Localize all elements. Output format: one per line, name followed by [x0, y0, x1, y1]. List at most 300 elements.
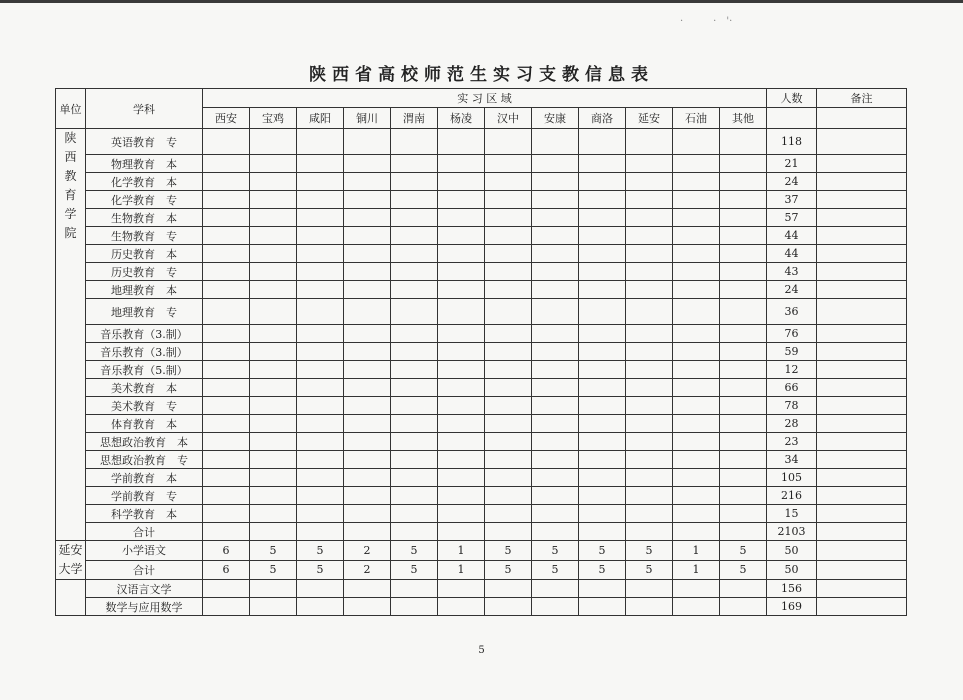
- count-cell: [767, 108, 817, 129]
- region-cell: 5: [391, 541, 438, 561]
- region-cell: [673, 209, 720, 227]
- region-cell: 5: [626, 541, 673, 561]
- region-cell: [203, 523, 250, 541]
- region-cell: [579, 523, 626, 541]
- region-cell: [344, 299, 391, 325]
- region-cell: [485, 415, 532, 433]
- region-cell: [438, 227, 485, 245]
- count-cell: 118: [767, 129, 817, 155]
- table-row: [56, 129, 907, 155]
- region-cell: [626, 433, 673, 451]
- region-cell: [438, 361, 485, 379]
- region-cell: [626, 209, 673, 227]
- subject-cell: 学前教育 专: [86, 487, 203, 505]
- region-cell: [250, 469, 297, 487]
- region-cell: [579, 227, 626, 245]
- region-cell: [203, 487, 250, 505]
- subject-cell: 音乐教育（3.制）: [86, 325, 203, 343]
- region-cell: [344, 281, 391, 299]
- region-cell: [673, 415, 720, 433]
- region-cell: [250, 325, 297, 343]
- region-cell: [391, 155, 438, 173]
- region-cell: [485, 487, 532, 505]
- region-cell: [485, 129, 532, 155]
- region-cell: [720, 487, 767, 505]
- region-cell: [532, 129, 579, 155]
- region-cell: [720, 299, 767, 325]
- subject-cell: 音乐教育（3.制）: [86, 343, 203, 361]
- region-cell: [720, 129, 767, 155]
- region-cell: [673, 379, 720, 397]
- region-cell: [438, 281, 485, 299]
- region-cell: [579, 379, 626, 397]
- region-cell: [673, 173, 720, 191]
- region-cell: [485, 433, 532, 451]
- region-cell: [203, 451, 250, 469]
- region-cell: [673, 397, 720, 415]
- table-row: [56, 523, 907, 541]
- region-cell: 1: [673, 560, 720, 580]
- region-header: 其他: [720, 108, 767, 129]
- region-cell: [250, 245, 297, 263]
- region-cell: [203, 129, 250, 155]
- region-cell: [250, 379, 297, 397]
- region-cell: [532, 487, 579, 505]
- region-cell: [485, 227, 532, 245]
- table-row: [56, 505, 907, 523]
- region-cell: [438, 299, 485, 325]
- region-cell: [438, 155, 485, 173]
- region-cell: [579, 299, 626, 325]
- region-cell: [720, 245, 767, 263]
- region-cell: [344, 325, 391, 343]
- region-cell: [344, 155, 391, 173]
- region-cell: [673, 263, 720, 281]
- region-cell: [250, 129, 297, 155]
- count-cell: 12: [767, 361, 817, 379]
- region-cell: [250, 487, 297, 505]
- region-header: 渭南: [391, 108, 438, 129]
- table-row: [56, 397, 907, 415]
- subject-cell: 英语教育 专: [86, 129, 203, 155]
- region-cell: [532, 281, 579, 299]
- region-cell: [297, 397, 344, 415]
- region-cell: [579, 598, 626, 616]
- remark-cell: [817, 361, 907, 379]
- region-cell: [532, 505, 579, 523]
- region-cell: [532, 191, 579, 209]
- region-cell: [391, 227, 438, 245]
- region-cell: [485, 343, 532, 361]
- count-cell: 37: [767, 191, 817, 209]
- region-cell: [391, 281, 438, 299]
- subject-cell: 美术教育 专: [86, 397, 203, 415]
- region-cell: 1: [438, 560, 485, 580]
- region-cell: [579, 397, 626, 415]
- region-cell: [203, 209, 250, 227]
- region-cell: [297, 227, 344, 245]
- region-cell: [579, 580, 626, 598]
- region-cell: [250, 433, 297, 451]
- scan-top-border: [0, 0, 963, 3]
- unit-char: 西: [64, 150, 77, 164]
- region-cell: [485, 505, 532, 523]
- subject-cell: 小学语文: [86, 541, 203, 561]
- region-cell: 5: [391, 560, 438, 580]
- region-cell: [720, 173, 767, 191]
- region-cell: [297, 523, 344, 541]
- unit-cell: [56, 541, 86, 580]
- subject-cell: 合计: [86, 523, 203, 541]
- region-cell: [391, 487, 438, 505]
- region-cell: [250, 523, 297, 541]
- unit-char: 育: [64, 188, 77, 202]
- table-row: [56, 325, 907, 343]
- remark-cell: [817, 541, 907, 561]
- region-cell: 2: [344, 560, 391, 580]
- region-cell: [344, 487, 391, 505]
- region-cell: [250, 343, 297, 361]
- remark-cell: [817, 505, 907, 523]
- region-cell: [626, 299, 673, 325]
- region-cell: [532, 245, 579, 263]
- region-cell: [438, 505, 485, 523]
- remark-header: 备注: [817, 89, 907, 108]
- region-cell: [673, 245, 720, 263]
- subject-cell: 美术教育 本: [86, 379, 203, 397]
- region-cell: [485, 397, 532, 415]
- region-cell: [297, 191, 344, 209]
- region-cell: [673, 433, 720, 451]
- table-row: [56, 487, 907, 505]
- region-cell: [297, 325, 344, 343]
- region-cell: [720, 415, 767, 433]
- region-cell: [673, 523, 720, 541]
- region-cell: [391, 173, 438, 191]
- region-cell: [720, 580, 767, 598]
- count-cell: 66: [767, 379, 817, 397]
- region-cell: [532, 598, 579, 616]
- region-cell: [438, 598, 485, 616]
- region-cell: [532, 415, 579, 433]
- region-header: 西安: [203, 108, 250, 129]
- region-cell: [532, 227, 579, 245]
- region-cell: 2: [344, 541, 391, 561]
- table-row: [56, 415, 907, 433]
- region-cell: [344, 263, 391, 281]
- region-cell: [344, 227, 391, 245]
- region-cell: [391, 343, 438, 361]
- count-cell: 36: [767, 299, 817, 325]
- remark-cell: [817, 108, 907, 129]
- region-cell: [250, 397, 297, 415]
- remark-cell: [817, 299, 907, 325]
- region-cell: [250, 415, 297, 433]
- remark-cell: [817, 227, 907, 245]
- region-cell: 5: [250, 541, 297, 561]
- region-cell: [297, 129, 344, 155]
- table-row: [56, 173, 907, 191]
- region-cell: [391, 580, 438, 598]
- region-cell: [626, 397, 673, 415]
- table-row: [56, 191, 907, 209]
- region-cell: [673, 129, 720, 155]
- region-cell: [532, 433, 579, 451]
- region-cell: [532, 343, 579, 361]
- region-cell: [438, 263, 485, 281]
- region-cell: [344, 209, 391, 227]
- region-cell: [720, 343, 767, 361]
- subject-cell: 化学教育 本: [86, 173, 203, 191]
- region-cell: [344, 598, 391, 616]
- unit-cell: [56, 129, 86, 541]
- region-header: 延安: [626, 108, 673, 129]
- region-cell: 6: [203, 560, 250, 580]
- region-cell: [203, 469, 250, 487]
- region-cell: [579, 451, 626, 469]
- region-cell: [203, 281, 250, 299]
- region-cell: [391, 397, 438, 415]
- remark-cell: [817, 487, 907, 505]
- region-cell: [720, 263, 767, 281]
- region-cell: [673, 487, 720, 505]
- region-cell: [438, 173, 485, 191]
- subject-cell: 历史教育 本: [86, 245, 203, 263]
- table-row: [56, 541, 907, 561]
- region-cell: [720, 469, 767, 487]
- scan-artifact-mark: · · '·: [680, 16, 733, 27]
- unit-char: 陕: [64, 131, 77, 145]
- region-cell: [297, 487, 344, 505]
- region-cell: 5: [297, 560, 344, 580]
- region-cell: [673, 299, 720, 325]
- region-cell: 6: [203, 541, 250, 561]
- region-cell: [485, 173, 532, 191]
- region-cell: [485, 245, 532, 263]
- remark-cell: [817, 560, 907, 580]
- region-cell: [532, 173, 579, 191]
- region-cell: [391, 505, 438, 523]
- region-cell: [579, 415, 626, 433]
- region-cell: [626, 129, 673, 155]
- region-cell: 5: [297, 541, 344, 561]
- region-cell: [626, 361, 673, 379]
- region-cell: [203, 263, 250, 281]
- table-row: [56, 451, 907, 469]
- region-cell: [438, 397, 485, 415]
- region-cell: [344, 191, 391, 209]
- region-cell: [297, 173, 344, 191]
- subject-cell: 数学与应用数学: [86, 598, 203, 616]
- table-row: [56, 209, 907, 227]
- count-cell: 21: [767, 155, 817, 173]
- region-cell: [438, 245, 485, 263]
- region-cell: [626, 173, 673, 191]
- subject-cell: 化学教育 专: [86, 191, 203, 209]
- region-cell: [203, 343, 250, 361]
- subject-cell: 音乐教育（5.制）: [86, 361, 203, 379]
- region-cell: [532, 155, 579, 173]
- region-header: 石油: [673, 108, 720, 129]
- region-cell: [438, 325, 485, 343]
- region-cell: [203, 397, 250, 415]
- remark-cell: [817, 451, 907, 469]
- region-cell: [438, 191, 485, 209]
- table-row: [56, 299, 907, 325]
- page-number: 5: [478, 645, 485, 656]
- region-group-header: 实 习 区 域: [203, 89, 767, 108]
- unit-line: 延安: [58, 543, 83, 557]
- region-cell: [297, 469, 344, 487]
- count-cell: 169: [767, 598, 817, 616]
- count-cell: 43: [767, 263, 817, 281]
- count-cell: 156: [767, 580, 817, 598]
- region-cell: [485, 299, 532, 325]
- region-cell: [579, 191, 626, 209]
- table-row: [56, 281, 907, 299]
- subject-cell: 体育教育 本: [86, 415, 203, 433]
- region-cell: [720, 325, 767, 343]
- region-cell: [438, 451, 485, 469]
- region-cell: [720, 281, 767, 299]
- region-header: 汉中: [485, 108, 532, 129]
- subject-cell: 汉语言文学: [86, 580, 203, 598]
- region-cell: [203, 379, 250, 397]
- region-cell: [673, 580, 720, 598]
- region-cell: [485, 281, 532, 299]
- region-cell: [250, 209, 297, 227]
- count-cell: 24: [767, 281, 817, 299]
- region-cell: [344, 415, 391, 433]
- region-cell: [485, 325, 532, 343]
- region-cell: [626, 523, 673, 541]
- subject-cell: 地理教育 专: [86, 299, 203, 325]
- count-cell: 34: [767, 451, 817, 469]
- region-cell: [579, 129, 626, 155]
- region-cell: [297, 263, 344, 281]
- remark-cell: [817, 433, 907, 451]
- subject-cell: 思想政治教育 专: [86, 451, 203, 469]
- region-cell: [485, 379, 532, 397]
- remark-cell: [817, 469, 907, 487]
- region-cell: [626, 505, 673, 523]
- table-row: [56, 379, 907, 397]
- region-cell: [579, 505, 626, 523]
- region-cell: [203, 299, 250, 325]
- region-cell: [250, 361, 297, 379]
- region-cell: [391, 191, 438, 209]
- region-cell: [250, 505, 297, 523]
- region-cell: [391, 325, 438, 343]
- count-cell: 50: [767, 541, 817, 561]
- region-cell: [391, 129, 438, 155]
- region-cell: [673, 343, 720, 361]
- region-cell: [391, 299, 438, 325]
- region-cell: [579, 469, 626, 487]
- region-header: 咸阳: [297, 108, 344, 129]
- subject-cell: 科学教育 本: [86, 505, 203, 523]
- table-row: [56, 227, 907, 245]
- region-cell: [250, 580, 297, 598]
- region-cell: [626, 191, 673, 209]
- region-cell: [344, 173, 391, 191]
- table-row: [56, 598, 907, 616]
- remark-cell: [817, 325, 907, 343]
- region-cell: [297, 299, 344, 325]
- region-cell: [720, 433, 767, 451]
- region-cell: 1: [673, 541, 720, 561]
- region-cell: [297, 361, 344, 379]
- region-cell: [344, 343, 391, 361]
- remark-cell: [817, 343, 907, 361]
- region-cell: [297, 209, 344, 227]
- subject-cell: 思想政治教育 本: [86, 433, 203, 451]
- region-cell: [673, 191, 720, 209]
- region-cell: [720, 191, 767, 209]
- region-cell: [532, 263, 579, 281]
- region-cell: [532, 299, 579, 325]
- remark-cell: [817, 281, 907, 299]
- count-cell: 2103: [767, 523, 817, 541]
- region-cell: [532, 361, 579, 379]
- region-cell: [485, 263, 532, 281]
- subject-cell: 合计: [86, 560, 203, 580]
- count-cell: 105: [767, 469, 817, 487]
- region-cell: [203, 598, 250, 616]
- region-cell: [203, 227, 250, 245]
- region-cell: [391, 209, 438, 227]
- region-cell: 5: [532, 541, 579, 561]
- region-header: 宝鸡: [250, 108, 297, 129]
- region-cell: [297, 281, 344, 299]
- region-cell: [485, 523, 532, 541]
- region-cell: [720, 379, 767, 397]
- region-cell: [391, 263, 438, 281]
- region-cell: [391, 415, 438, 433]
- region-cell: [720, 505, 767, 523]
- region-cell: [344, 469, 391, 487]
- region-cell: [203, 580, 250, 598]
- region-cell: [438, 433, 485, 451]
- region-cell: [438, 415, 485, 433]
- region-cell: [626, 263, 673, 281]
- region-cell: [485, 209, 532, 227]
- subject-cell: 地理教育 本: [86, 281, 203, 299]
- page-title: 陕西省高校师范生实习支教信息表: [309, 65, 654, 85]
- region-cell: [532, 451, 579, 469]
- count-cell: 24: [767, 173, 817, 191]
- region-cell: [579, 209, 626, 227]
- region-cell: 5: [579, 560, 626, 580]
- region-cell: [438, 523, 485, 541]
- subject-header: 学科: [86, 89, 203, 129]
- region-cell: [391, 433, 438, 451]
- region-cell: [250, 299, 297, 325]
- count-cell: 50: [767, 560, 817, 580]
- region-cell: [297, 451, 344, 469]
- remark-cell: [817, 379, 907, 397]
- region-cell: [485, 469, 532, 487]
- region-cell: [203, 173, 250, 191]
- region-cell: [626, 487, 673, 505]
- unit-char: 学: [64, 207, 77, 221]
- count-cell: 78: [767, 397, 817, 415]
- region-cell: [532, 325, 579, 343]
- region-cell: [250, 173, 297, 191]
- region-cell: [250, 598, 297, 616]
- remark-cell: [817, 245, 907, 263]
- region-cell: [579, 343, 626, 361]
